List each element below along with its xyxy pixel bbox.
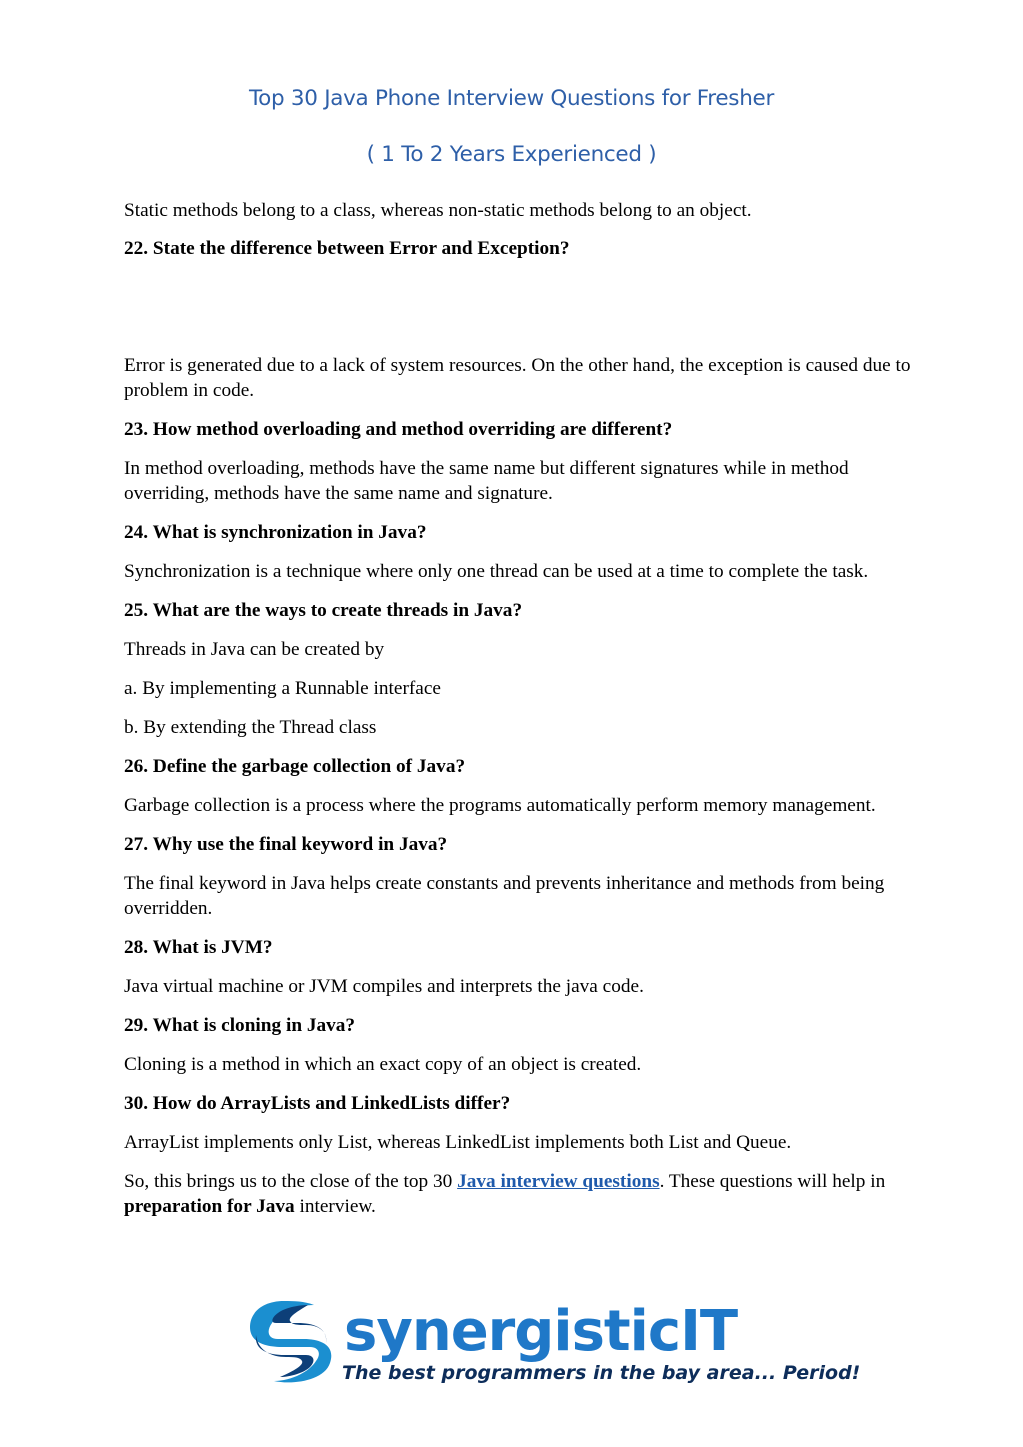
question-27: 27. Why use the final keyword in Java? xyxy=(124,834,448,855)
java-interview-questions-link[interactable]: Java interview questions xyxy=(457,1171,660,1192)
brand-tagline: The best programmers in the bay area... Period! xyxy=(342,1362,861,1384)
answer-25-intro: Threads in Java can be created by xyxy=(124,639,385,660)
question-23: 23. How method overloading and method overriding are different? xyxy=(124,419,673,440)
document-body xyxy=(124,198,914,1219)
intro-text: Static methods belong to a class, whereas non-static methods belong to an object. xyxy=(124,200,752,221)
question-25: 25. What are the ways to create threads in Java? xyxy=(124,600,523,621)
brand-name: synergisticIT xyxy=(344,1299,738,1364)
answer-25-option-b: b. By extending the Thread class xyxy=(124,717,377,738)
closing-bold-text: preparation for Java xyxy=(124,1196,295,1217)
logo-graphic xyxy=(244,1295,861,1387)
synergisticit-logo xyxy=(244,1295,861,1387)
question-26: 26. Define the garbage collection of Java? xyxy=(124,756,466,777)
question-22: 22. State the difference between Error and Exception? xyxy=(124,238,570,259)
closing-text-1: So, this brings us to the close of the top 30 xyxy=(124,1171,458,1192)
answer-26: Garbage collection is a process where the programs automatically perform memory management. xyxy=(124,795,876,816)
s-swirl-icon xyxy=(250,1301,331,1382)
question-29: 29. What is cloning in Java? xyxy=(124,1015,356,1036)
answer-30: ArrayList implements only List, whereas LinkedList implements both List and Queue. xyxy=(124,1132,792,1153)
answer-29: Cloning is a method in which an exact copy of an object is created. xyxy=(124,1054,642,1075)
question-28: 28. What is JVM? xyxy=(124,937,273,958)
answer-28: Java virtual machine or JVM compiles and interprets the java code. xyxy=(124,976,644,997)
question-30: 30. How do ArrayLists and LinkedLists differ? xyxy=(124,1093,511,1114)
answer-27: The final keyword in Java helps create constants and prevents inheritance and methods from being overridden. xyxy=(124,873,885,919)
answer-22: Error is generated due to a lack of system resources. On the other hand, the exception is caused due to problem in code. xyxy=(124,355,911,401)
page-title: Top 30 Java Phone Interview Questions for Fresher xyxy=(249,86,774,111)
page-subtitle: ( 1 To 2 Years Experienced ) xyxy=(366,142,657,167)
question-24: 24. What is synchronization in Java? xyxy=(124,522,427,543)
closing-paragraph xyxy=(124,1169,914,1219)
answer-25-option-a: a. By implementing a Runnable interface xyxy=(124,678,441,699)
closing-text-2: . These questions will help in xyxy=(659,1171,886,1192)
answer-24: Synchronization is a technique where only one thread can be used at a time to complete the task. xyxy=(124,561,869,582)
answer-23: In method overloading, methods have the same name but different signatures while in method overriding, methods have the same name and signature. xyxy=(124,458,849,504)
closing-text-3: interview. xyxy=(294,1196,376,1217)
